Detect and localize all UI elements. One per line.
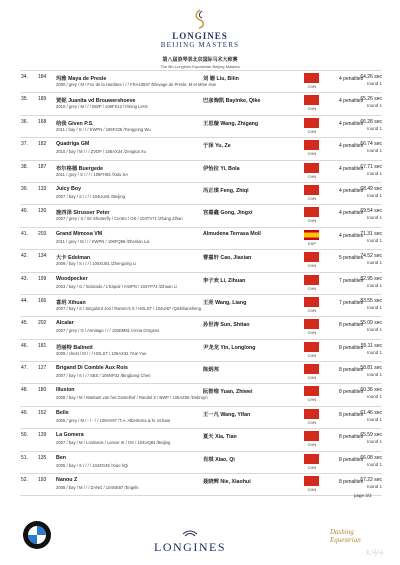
rank-cell: 42. [21, 253, 28, 260]
nation-code: CHN [307, 419, 317, 425]
nation-flag-icon [304, 252, 319, 262]
rank-cell: 49. [21, 409, 28, 416]
round-cell: round 1 [366, 125, 382, 131]
rider-name: 夏天 Xia, Tian [203, 434, 237, 441]
dashing-equestrian-logo [330, 528, 361, 544]
penalties-cell: 4 penalties [339, 165, 364, 172]
rider-name: 聂晓辉 Nie, Xiaohui [203, 479, 251, 486]
nation-code: CHN [307, 352, 317, 358]
time-cell: 82.95 sec [360, 275, 382, 282]
nation-code: CHN [307, 464, 317, 470]
longines-wings-icon [182, 528, 198, 540]
dashing-line1: Dashing [330, 528, 354, 536]
horse-details: 2008 / bay / M / / / ZANG / 104NE87 /Engels [56, 485, 139, 491]
horse-name: 布尔格德 Buergede [56, 165, 104, 172]
rider-name: 冯正琪 Feng, Zhiqi [203, 187, 249, 194]
nation-flag-icon [304, 185, 319, 195]
horse-name: Alcalar [56, 320, 74, 327]
rider-name: 伊怡拉 Yi, Bola [203, 165, 240, 172]
rank-cell: 41. [21, 230, 28, 237]
result-row [20, 116, 382, 138]
result-row [20, 93, 382, 115]
horse-name: 玛雅 Maya de Presle [56, 76, 107, 82]
horse-name: 施西泽 Strusser Peter [56, 210, 110, 217]
rank-cell: 34. [21, 74, 28, 80]
start-number-cell: 134 [38, 253, 47, 260]
rider-name: 于泽 Yu, Ze [203, 143, 231, 150]
penalties-cell: 4 penalties [339, 120, 364, 127]
nation-flag-icon [304, 95, 319, 105]
start-number-cell: 133 [38, 185, 47, 192]
start-number-cell: 187 [38, 163, 47, 170]
horse-name: Quadriga GM [56, 141, 90, 148]
page-number: page 3/3 [354, 493, 372, 498]
result-row [20, 407, 382, 429]
rider-name: Almudena Terrasa Moll [203, 230, 261, 237]
rider-name: 肖琪 Xiao, Qi [203, 456, 235, 463]
longines-swirl-icon [189, 8, 211, 30]
event-title-cn: 第八届浪琴表北京国际马术大师赛 [162, 57, 238, 63]
round-cell: round 1 [366, 461, 382, 467]
result-row [20, 138, 382, 160]
rider-name: 宫嘉鑫 Gong, Jingxi [203, 210, 253, 217]
start-number-cell: 189 [38, 96, 47, 103]
nation-flag-icon [304, 73, 319, 83]
penalties-cell: 5 penalties [339, 255, 364, 262]
horse-details: 2011 / grey / M / / / KWPN / 106FQ96 /Zhenlan Lai [56, 238, 150, 244]
result-row [20, 228, 382, 250]
round-cell: round 1 [366, 416, 382, 422]
result-row [20, 161, 382, 183]
horse-details: 2007 / bay / S / / / / 104UU81 /Beijing [56, 193, 125, 199]
start-number-cell: 184 [38, 74, 47, 80]
rank-cell: 45. [21, 320, 28, 327]
nation-flag-icon [304, 409, 319, 419]
nation-flag-icon [304, 297, 319, 307]
nation-code: CHN [307, 285, 317, 291]
nation-flag-icon [304, 275, 319, 285]
horse-name: 大卡 Edelman [56, 255, 91, 262]
rider-name: 阮智维 Yuan, Zhiwei [203, 389, 253, 396]
nation-flag-icon [304, 364, 319, 374]
result-row [20, 340, 382, 362]
horse-name: Brigand Di Comble Aux Rois [56, 365, 128, 372]
start-number-cell: 135 [38, 454, 47, 461]
penalties-cell: 8 penalties [339, 456, 364, 463]
horse-name: Nanou Z [56, 477, 78, 484]
result-row [20, 474, 382, 496]
start-number-cell: 203 [38, 230, 47, 237]
penalties-cell: 4 penalties [339, 232, 364, 239]
round-cell: round 1 [366, 192, 382, 198]
time-cell: 58.81 sec [360, 365, 382, 372]
start-number-cell: 139 [38, 432, 47, 439]
penalties-cell: 8 penalties [339, 411, 364, 418]
result-row [20, 205, 382, 227]
penalties-cell: 8 penalties [339, 344, 364, 351]
time-cell: 65.26 sec [360, 96, 382, 103]
time-cell: 74.52 sec [360, 253, 382, 260]
horse-name: Belle [56, 409, 69, 416]
penalties-cell: 7 penalties [339, 277, 364, 284]
nation-flag-icon [304, 163, 319, 173]
start-number-cell: 199 [38, 275, 47, 282]
dashing-line2: Equestrian [330, 536, 361, 544]
round-cell: round 1 [366, 103, 382, 109]
results-table [20, 70, 382, 496]
start-number-cell: 180 [38, 387, 47, 394]
nation-code: CHN [307, 128, 317, 134]
horse-name: 芭丽特 Balinett [56, 344, 93, 351]
sponsor-footer [0, 508, 400, 565]
nation-flag-icon [304, 319, 319, 329]
watermark: 大马马 [365, 551, 384, 557]
result-row [20, 250, 382, 272]
horse-name: Juicy Boy [56, 185, 82, 192]
nation-flag-icon [304, 207, 319, 217]
result-row [20, 429, 382, 451]
rider-name: 孙世涛 Sun, Shitao [203, 322, 250, 329]
rider-name: 尹龙龙 Yin, Longlong [203, 344, 256, 351]
horse-name: Grand Mimosa VM [56, 230, 103, 237]
rank-cell: 36. [21, 118, 28, 125]
nation-flag-icon [304, 476, 319, 486]
nation-code: CHN [307, 151, 317, 157]
time-cell: 71.31 sec [360, 230, 382, 237]
horse-details: 2007 / bay / S / / / SBS / 106NP32 /Bingbang Chen [56, 373, 151, 379]
time-cell: 66.74 sec [360, 141, 382, 148]
horse-details: 2009 / chest / M / / / HOLST / 106AX31 /Yue Yue [56, 350, 147, 356]
rank-cell: 38. [21, 163, 28, 170]
nation-code: CHN [307, 307, 317, 313]
start-number-cell: 193 [38, 477, 47, 484]
round-cell: round 1 [366, 282, 382, 288]
round-cell: round 1 [366, 484, 382, 490]
horse-name: La Gomera [56, 432, 84, 439]
start-number-cell: 130 [38, 208, 47, 215]
rider-name: 王思璇 Wang, Zhigang [203, 120, 259, 127]
penalties-cell: 4 penalties [339, 143, 364, 150]
rank-cell: 48. [21, 387, 28, 394]
horse-name: Woodpecker [56, 275, 88, 282]
time-cell: 55.11 sec [360, 342, 382, 349]
result-row [20, 70, 382, 93]
round-cell: round 1 [366, 327, 382, 333]
rider-name: 刘 姗 Liu, Bilin [203, 76, 239, 82]
rank-cell: 37. [21, 141, 28, 148]
time-cell: 66.08 sec [360, 454, 382, 461]
time-cell: 61.46 sec [360, 409, 382, 416]
horse-name: 贾妮 Juanita vd Brouwershoeve [56, 98, 136, 105]
horse-details: 2007 / grey / S / Sir Shutterfly / Centro / OS / 104TV71 /Zhang Zihan [56, 216, 183, 222]
start-number-cell: 127 [38, 365, 47, 372]
time-cell: 83.55 sec [360, 297, 382, 304]
round-cell: round 1 [366, 439, 382, 445]
horse-name: 喜玥 Xihuan [56, 299, 86, 306]
horse-details: 2010 / grey / M / / / BWP / 106FS12 /Yiming LIAN [56, 104, 148, 110]
nation-code: CHN [307, 106, 317, 112]
result-row [20, 384, 382, 406]
rank-cell: 39. [21, 185, 28, 192]
penalties-cell: 4 penalties [339, 76, 364, 82]
time-cell: 55.09 sec [360, 320, 382, 327]
start-number-cell: 182 [38, 141, 47, 148]
brand-subtitle: BEIJING MASTERS [160, 41, 240, 49]
horse-details: 2007 / bay / S / Singulord Joti / Ramiro's S / HOLST / 104UI67 /Qishiliansheng [56, 305, 202, 311]
nation-flag-icon [304, 342, 319, 352]
horse-name: 给我 Given P.S. [56, 120, 94, 127]
round-cell: round 1 [366, 304, 382, 310]
penalties-cell: 8 penalties [339, 434, 364, 441]
rank-cell: 51. [21, 454, 28, 461]
nation-code: ESP [307, 240, 316, 246]
penalties-cell: 8 penalties [339, 322, 364, 329]
horse-details: 2007 / grey / G / Armitage / / / 105DM81 /Anna Görgens [56, 328, 160, 334]
penalties-cell: 4 penalties [339, 187, 364, 194]
penalties-cell: 7 penalties [339, 299, 364, 306]
round-cell: round 1 [366, 81, 382, 86]
rank-cell: 35. [21, 96, 28, 103]
round-cell: round 1 [366, 394, 382, 400]
nation-code: CHN [307, 84, 317, 89]
rider-name: 巴彦淘凯 Bayinke, Qike [203, 98, 261, 105]
rank-cell: 40. [21, 208, 28, 215]
round-cell: round 1 [366, 260, 382, 266]
start-number-cell: 166 [38, 297, 47, 304]
rank-cell: 44. [21, 297, 28, 304]
nation-code: CHN [307, 173, 317, 179]
penalties-cell: 4 penalties [339, 210, 364, 217]
horse-details: 2008 / bay / M / Warkant van het Gestelhof / Randel Z / BWP / 105AZ08 /Debruyn [56, 395, 208, 401]
header [0, 8, 400, 69]
horse-name: Ben [56, 454, 67, 461]
penalties-cell: 8 penalties [339, 479, 364, 486]
round-cell: round 1 [366, 372, 382, 378]
result-row [20, 183, 382, 205]
time-cell: 66.28 sec [360, 118, 382, 125]
start-number-cell: 202 [38, 320, 47, 327]
nation-code: CHN [307, 218, 317, 224]
nation-code: CHN [307, 487, 317, 493]
time-cell: 69.54 sec [360, 208, 382, 215]
nation-code: CHN [307, 397, 317, 403]
result-row [20, 295, 382, 317]
nation-flag-icon [304, 386, 319, 396]
horse-details: 2005 / bay / S / / / / 104ZG45 /Xiao hQi [56, 462, 129, 468]
rank-cell: 50. [21, 432, 28, 439]
round-cell: round 1 [366, 349, 382, 355]
horse-details: 2010 / bay / M / / / ZVDP / 106AX34 /Zengkai Xu [56, 149, 147, 155]
rank-cell: 43. [21, 275, 28, 282]
time-cell: 68.49 sec [360, 185, 382, 192]
result-row [20, 317, 382, 339]
round-cell: round 1 [366, 237, 382, 243]
rider-name: 王亮 Wang, Liang [203, 299, 247, 306]
round-cell: round 1 [366, 148, 382, 154]
time-cell: 67.22 sec [360, 477, 382, 484]
penalties-cell: 8 penalties [339, 367, 364, 374]
horse-details: 2000 / grey / M / Fox de la Hardiere / / / FRA43597 /Elevage de Presle, M et Mme Hue [56, 82, 217, 87]
start-number-cell: 168 [38, 118, 47, 125]
nation-code: CHN [307, 330, 317, 336]
time-cell: 60.36 sec [360, 387, 382, 394]
rank-cell: 52. [21, 477, 28, 484]
horse-details: 2005 / grey / M / - / - / / 105HV67 /T.A. Albertema & N. Schaar [56, 417, 171, 423]
nation-code: CHN [307, 195, 317, 201]
horse-name: Illusion [56, 387, 75, 394]
penalties-cell: 8 penalties [339, 389, 364, 396]
nation-flag-icon [304, 454, 319, 464]
nation-code: CHN [307, 442, 317, 448]
time-cell: 67.71 sec [360, 163, 382, 170]
event-title-en: The 8th Longines Equestrian Beijing Masters [160, 64, 240, 69]
horse-details: 2011 / bay / S / / / KWPN / 106F225 /Fangyong Wu [56, 126, 151, 132]
horse-details: 2007 / bay / M / Lordanos / Lancer III / OS / 104UQ84 /Beijing [56, 440, 171, 446]
result-row [20, 452, 382, 474]
time-cell: 65.59 sec [360, 432, 382, 439]
time-cell: 64.26 sec [360, 74, 382, 80]
nation-flag-icon [304, 140, 319, 150]
penalties-cell: 4 penalties [339, 98, 364, 105]
rider-name: 陈炳邦 [203, 367, 219, 374]
longines-wordmark: LONGINES [154, 540, 226, 554]
rider-name: 曹嘉轩 Cao, Jiaxian [203, 255, 252, 262]
bmw-logo-icon [22, 520, 52, 550]
result-row [20, 273, 382, 295]
nation-code: CHN [307, 263, 317, 269]
longines-logo [125, 528, 255, 555]
nation-code: CHN [307, 375, 317, 381]
round-cell: round 1 [366, 170, 382, 176]
rank-cell: 46. [21, 342, 28, 349]
round-cell: round 1 [366, 215, 382, 221]
rider-name: 李子欢 Li, Zihuan [203, 277, 246, 284]
nation-flag-icon [304, 230, 319, 240]
result-row [20, 362, 382, 384]
horse-details: 2011 / grey / S / / / / 106FH83 /Xulu SA [56, 171, 129, 177]
nation-flag-icon [304, 118, 319, 128]
start-number-cell: 152 [38, 409, 47, 416]
horse-details: 2003 / bay / G / Indorado / L'Espoir / KWPN / 103YP72 /Zihuan Li [56, 283, 178, 289]
nation-flag-icon [304, 431, 319, 441]
horse-details: 2009 / bay / S / / / / 105XU81 /Zhengxing Li [56, 261, 137, 267]
rank-cell: 47. [21, 365, 28, 372]
start-number-cell: 181 [38, 342, 47, 349]
rider-name: 王一凡 Wang, Yifan [203, 411, 251, 418]
brand-title: LONGINES [172, 31, 228, 41]
